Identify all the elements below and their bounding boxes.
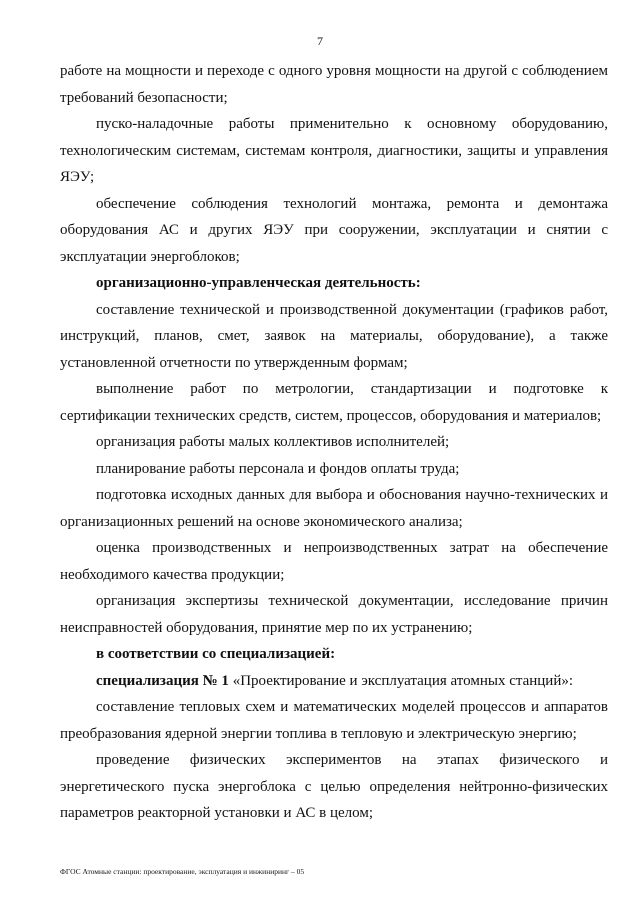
paragraph-text: организация работы малых коллективов исполнителей; [96, 434, 450, 450]
paragraph-text: обеспечение соблюдения технологий монтажа, ремонта и демонтажа оборудования АС и других ЯЭУ при сооружении, эксплуатации и снятии с эксплуатации энергоблоков; [60, 195, 608, 265]
paragraph-text: оценка производственных и непроизводственных затрат на обеспечение необходимого качества продукции; [60, 540, 608, 583]
paragraph [60, 588, 608, 641]
specialization-title: «Проектирование и эксплуатация атомных станций»: [228, 672, 574, 689]
section-heading [60, 641, 608, 668]
paragraph [60, 747, 608, 827]
paragraph-text: планирование работы персонала и фондов оплаты труда; [96, 460, 460, 477]
paragraph [60, 429, 608, 456]
section-heading [60, 270, 608, 297]
paragraph-text: составление тепловых схем и математических моделей процессов и аппаратов преобразования ядерной энергии топлива в тепловую и электрическую энергию; [60, 699, 608, 742]
paragraph-text: подготовка исходных данных для выбора и обоснования научно-технических и организационных решений на основе экономического анализа; [60, 487, 608, 530]
paragraph [60, 535, 608, 588]
paragraph-text: пуско-наладочные работы применительно к основному оборудованию, технологическим системам, системам контроля, диагностики, защиты и управления ЯЭУ; [60, 116, 608, 185]
paragraph [60, 111, 608, 191]
paragraph-text: проведение физических экспериментов на этапах физического и энергетического пуска энергоблока с целью определения нейтронно-физических параметров реакторной установки и АС в целом; [60, 752, 608, 821]
heading-text: в соответствии со специализацией: [96, 646, 336, 662]
paragraph [60, 58, 608, 111]
paragraph [60, 191, 608, 271]
paragraph-text: работе на мощности и переходе с одного уровня мощности на другой с соблюдением требований безопасности; [60, 63, 608, 106]
specialization-label: специализация № 1 [96, 672, 229, 689]
paragraph [60, 297, 608, 377]
paragraph-text: организация экспертизы технической документации, исследование причин неисправностей оборудования, принятие мер по их устранению; [60, 593, 608, 636]
document-body [60, 58, 608, 827]
paragraph [60, 376, 608, 429]
paragraph [60, 456, 608, 483]
paragraph-text: составление технической и производственной документации (графиков работ, инструкций, планов, смет, заявок на материалы, оборудование), а также установленной отчетности по утвержденным формам; [60, 301, 608, 371]
paragraph-text: выполнение работ по метрологии, стандартизации и подготовке к сертификации технических средств, систем, процессов, оборудования и материалов; [60, 381, 608, 424]
heading-text: организационно-управленческая деятельность: [96, 275, 421, 291]
page-number: 7 [317, 34, 323, 48]
page-footer: ФГОС Атомные станции: проектирование, эксплуатация и инжиниринг – 05 [60, 867, 305, 876]
specialization-heading [60, 668, 608, 695]
paragraph [60, 694, 608, 747]
paragraph [60, 482, 608, 535]
